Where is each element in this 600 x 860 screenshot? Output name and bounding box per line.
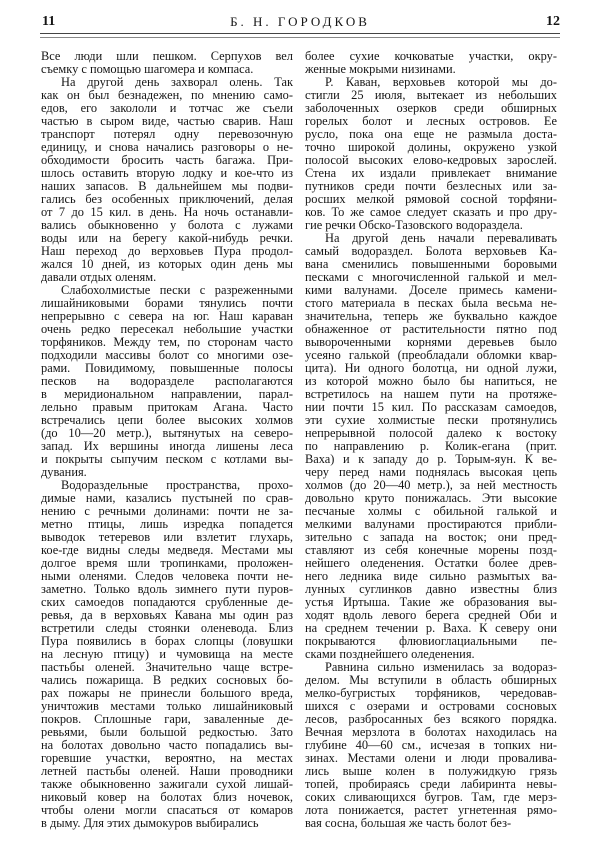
paragraph: [41, 50, 293, 76]
text-line: полосой высоких елово-кедровых зарослей.: [305, 153, 557, 167]
text-line: подходили массивы болот со многими озе-: [41, 348, 293, 362]
paragraph: [41, 479, 293, 830]
text-line: ными оленями. Следов человека почти не-: [41, 569, 293, 583]
text-line: лельно правым притокам Агана. Часто: [41, 400, 293, 414]
text-line: На другой день захворал олень. Так: [61, 75, 293, 89]
text-line: эти сухие холмистые пески протянулись: [305, 413, 557, 427]
text-line: вались обыкновенно у болота с лужами: [41, 218, 293, 232]
text-line: от 7 до 15 кил. в день. На ночь останавли-: [41, 205, 293, 219]
text-line: торфяников. Между тем, по сторонам часто: [41, 335, 293, 349]
text-line: летней пастьбы оленей. Наши проводники: [41, 764, 293, 778]
text-line: лишайниковыми борами тянулись почти: [41, 296, 293, 310]
left-column: [41, 50, 293, 830]
text-line: сками позднейшего оледенения.: [305, 647, 475, 661]
text-line: мелко-бугристых торфяников, чередовав-: [305, 686, 557, 700]
text-line: Ваха) и к западу до р. Торым-яун. К ве-: [305, 452, 557, 466]
text-line: покрываются флювиоглациальными пе-: [305, 634, 557, 648]
text-line: него ледника виде сильно размытых ва-: [305, 569, 557, 583]
text-line: стигли 25 июля, вытекает из небольших: [305, 88, 557, 102]
text-line: кое-где видны следы медведя. Местами мы: [41, 543, 293, 557]
paragraph: [305, 76, 557, 232]
text-line: зинах. Местами олени и люди провалива-: [305, 751, 557, 765]
text-line: непрерывно с севера на юг. Наш караван: [41, 309, 293, 323]
text-line: непрерывной полосой далеко к востоку: [305, 426, 557, 440]
text-line: горелых болот и лесных островов. Ее: [305, 114, 557, 128]
text-line: устья Иртыша. Такие же образования вы-: [305, 595, 557, 609]
text-line: единицу, и снова начались разговоры о не-: [41, 140, 293, 154]
text-line: самый водораздел. Болота верховьев Ка-: [305, 244, 557, 258]
text-line: лунных суглинков давно известны близ: [305, 582, 557, 596]
text-line: ходят вдоль левого берега средней Оби и: [305, 608, 557, 622]
text-line: черу перед нами поднялась высокая цепь: [305, 465, 557, 479]
paragraph: [305, 661, 557, 830]
text-line: песками с многочисленной галькой и мел-: [305, 270, 557, 284]
paragraph: [305, 50, 557, 76]
text-line: ставляют из себя конечные морены позд-: [305, 543, 557, 557]
text-line: рами. Повидимому, повышенные полосы: [41, 361, 293, 375]
text-line: едов, его закололи и тотчас же съели: [41, 101, 293, 115]
right-column: [305, 50, 557, 830]
text-line: съемку с помощью шагомера и компаса.: [41, 62, 254, 76]
text-line: покров. Сплошные гари, заваленные де-: [41, 712, 293, 726]
text-line: вая сосна, большая же часть болот без-: [305, 816, 512, 830]
paragraph: [41, 284, 293, 479]
text-line: вывороченными корнями деревьев было: [305, 335, 557, 349]
text-line: ревья, да в верховьях Кавана мы один раз: [41, 608, 293, 622]
text-line: частью в сыром виде, частью сварив. Наш: [41, 114, 293, 128]
text-line: ков. То же самое следует сказать и про дру-: [305, 205, 557, 219]
text-line: мелкими валунами простираются прибли-: [305, 517, 557, 531]
text-line: пастьбы оленей. Значительно чаще встре-: [41, 660, 293, 674]
text-line: гались без особенных приключений, делая: [41, 192, 293, 206]
text-line: ских самоедов попадаются срубленные де-: [41, 595, 293, 609]
text-line: дувания.: [41, 465, 87, 479]
text-line: встретили следы стоянки оленевода. Близ: [41, 621, 293, 635]
text-line: песчаные холмы с обильной галькой и: [305, 504, 557, 518]
paragraph: [41, 76, 293, 284]
text-line: обходимости бросить часть багажа. При-: [41, 153, 293, 167]
text-line: нению с речными долинами: почти не за-: [41, 504, 293, 518]
text-line: топей, пробираясь среди лабиринта невы-: [305, 777, 557, 791]
text-line: как он был безнадежен, по мнению само-: [41, 88, 293, 102]
text-line: транспорт потерял одну перевозочную: [41, 127, 293, 141]
text-line: и покрыты сыпучим песком с котлами вы-: [41, 452, 293, 466]
text-line: шлось оставить вторую лодку и кое-что из: [41, 166, 293, 180]
text-line: русло, пока она еще не размыла доста-: [305, 127, 557, 141]
text-line: Все люди шли пешком. Серпухов вел: [41, 49, 293, 63]
text-line: лесов, разбросанных без всякого порядка.: [305, 712, 557, 726]
text-line: лись выше колен в полужидкую грязь: [305, 764, 557, 778]
text-line: уничтожив местами только лишайниковый: [41, 699, 293, 713]
text-line: Слабохолмистые пески с разреженными: [61, 283, 293, 297]
text-line: Наш переход до верховьев Пура продол-: [41, 244, 293, 258]
text-line: Водораздельные пространства, прохо-: [61, 478, 293, 492]
text-line: давали отдых оленям.: [41, 270, 157, 284]
text-line: обнаженное от растительности пятно под: [305, 322, 557, 336]
text-line: довольно круто понижалась. Эти высокие: [305, 491, 557, 505]
page-header: [40, 12, 560, 32]
text-line: женные мокрыми низинами.: [305, 62, 456, 76]
text-line: выводок тетеревов или взлетит глухарь,: [41, 530, 293, 544]
text-line: На другой день начали переваливать: [325, 231, 557, 245]
text-line: чтобы олени могли спасаться от комаров: [41, 803, 293, 817]
header-rule: [40, 33, 560, 38]
text-line: жался 10 дней, из которых один день мы: [41, 257, 293, 271]
text-line: на болотах довольно часто попадались вы-: [41, 738, 293, 752]
text-line: рах пожары не принесли большого вреда,: [41, 686, 293, 700]
text-line: шихся с озерами и островами сосновых: [305, 699, 557, 713]
text-line: чались пожарища. В редких сосновых бо-: [41, 673, 293, 687]
text-line: никовый ковер на болотах близ ночевок,: [41, 790, 293, 804]
text-line: Стена их издали привлекает внимание: [305, 166, 557, 180]
text-line: метно птицы, лишь изредка попадется: [41, 517, 293, 531]
text-line: на среднем течении р. Ваха. К северу они: [305, 621, 557, 635]
text-line: Равнина сильно изменилась за водораз-: [325, 660, 557, 674]
text-line: из которой можно было бы напиться, не: [305, 374, 557, 388]
text-line: димые нами, казались пустыней по срав-: [41, 491, 293, 505]
text-line: на лесную птицу) и чумовища на месте: [41, 647, 293, 661]
text-line: соких сливающихся бугров. Там, где мерз-: [305, 790, 557, 804]
text-line: значительна, теперь же буквально каждое: [305, 309, 557, 323]
right-page-number: 12: [546, 14, 560, 29]
text-line: кими валунами. Доселе примесь камени-: [305, 283, 557, 297]
text-line: по направлению р. Колик-егана (прит.: [305, 439, 557, 453]
text-line: стого материала в песках была весьма не-: [305, 296, 557, 310]
text-line: росших мелкой рямовой сосной торфяни-: [305, 192, 557, 206]
text-line: Пура появились в борах слопцы (ловушки: [41, 634, 293, 648]
text-line: холмов (до 20—40 метр.), за ней местность: [305, 478, 557, 492]
left-page-number: 11: [42, 14, 56, 29]
text-line: песков на водоразделе располагаются: [41, 374, 293, 388]
text-line: усеяно галькой (преобладали обломки квар-: [305, 348, 557, 362]
text-line: наших запасов. В дальнейшем мы подви-: [41, 179, 293, 193]
text-line: путников среди почти безлесных или за-: [305, 179, 557, 193]
text-line: нейшего оледенения. Остатки более древ-: [305, 556, 557, 570]
text-line: воды или на берегу какой-нибудь речки.: [41, 231, 293, 245]
text-line: Р. Каван, верховьев которой мы до-: [325, 75, 557, 89]
text-line: в дыму. Для этих дымокуров выбирались: [41, 816, 259, 830]
text-line: в меридиональном направлении, парал-: [41, 387, 293, 401]
text-line: долгое время шли тропинками, проложен-: [41, 556, 293, 570]
text-line: точно широкой долины, окружено узкой: [305, 140, 557, 154]
text-line: Вечная мерзлота в болотах находилась на: [305, 725, 557, 739]
text-line: лота понижается, растет угнетенная рямо-: [305, 803, 557, 817]
running-title: Б. Н. ГОРОДКОВ: [230, 14, 370, 29]
text-line: ревьями, были большой редкостью. Зато: [41, 725, 293, 739]
text-line: горевшие участки, вероятно, на местах: [41, 751, 293, 765]
text-line: (до 10—20 метр.), вытянутых на северо-: [41, 426, 293, 440]
text-line: более сухие кочковатые участки, окру-: [305, 49, 557, 63]
text-line: заболоченных озерков среди обширных: [305, 101, 557, 115]
text-line: глубине 40—60 см., исчезая в топких ни-: [305, 738, 557, 752]
text-line: делом. Мы вступили в область обширных: [305, 673, 557, 687]
text-line: очень редко пересекал небольшие участки: [41, 322, 293, 336]
text-line: заметно. Только вдоль зимнего пути пуров-: [41, 582, 293, 596]
text-line: цита). Ни одного болотца, ни одной лужи,: [305, 361, 557, 375]
text-line: также обыкновенно зажигали сухой лишай-: [41, 777, 293, 791]
paragraph: [305, 232, 557, 661]
text-line: встретилось на нашем пути на протяже-: [305, 387, 557, 401]
text-line: запад. Их вершины иногда лишены леса: [41, 439, 293, 453]
text-line: встречались цепи более высоких холмов: [41, 413, 293, 427]
text-line: гие речки Обско-Тазовского водораздела.: [305, 218, 523, 232]
text-line: вана сменились повышенными боровыми: [305, 257, 557, 271]
text-line: нии почти 15 кил. По рассказам самоедов,: [305, 400, 557, 414]
text-line: зительно с запада на восток; они пред-: [305, 530, 557, 544]
